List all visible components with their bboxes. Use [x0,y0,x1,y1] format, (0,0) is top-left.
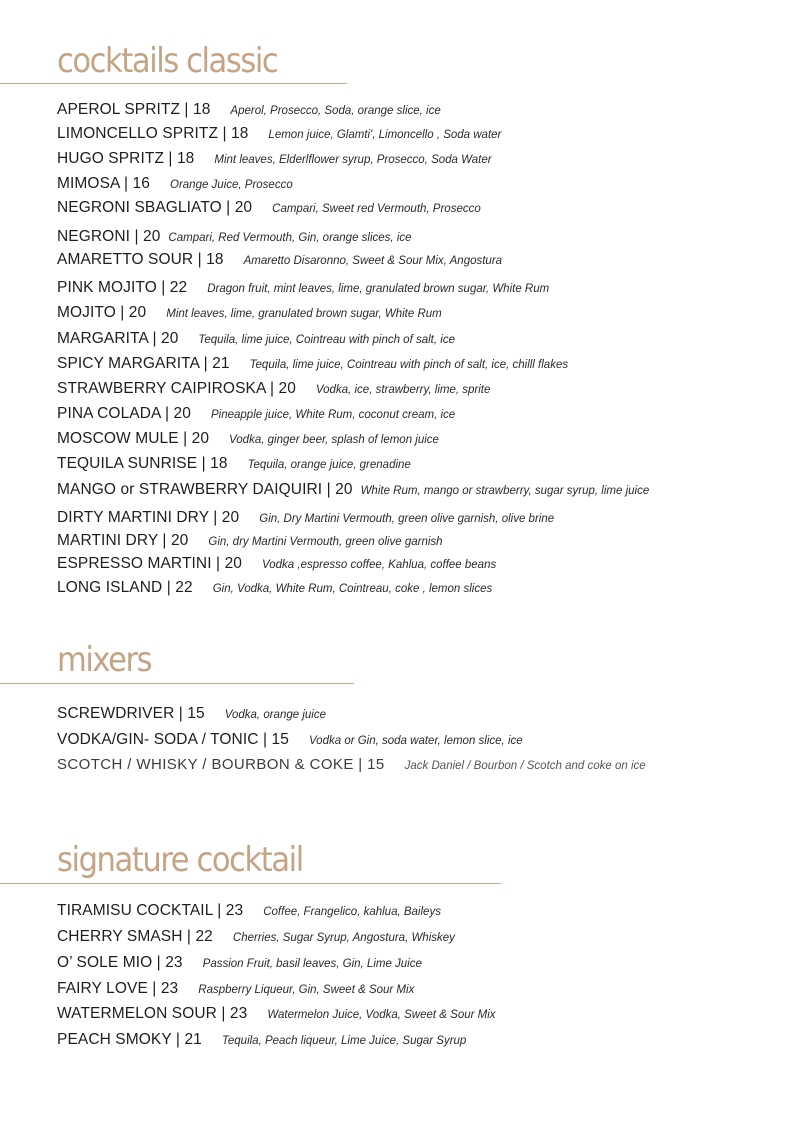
item-description: Mint leaves, lime, granulated brown sugar, White Rum [166,308,442,320]
section-title: cocktails classic [57,41,278,81]
item-description: Gin, Vodka, White Rum, Cointreau, coke , lemon slices [212,583,493,595]
item-name: TEQUILA SUNRISE | 18 [57,455,228,472]
menu-item [57,1003,496,1025]
item-name: MOSCOW MULE | 20 [57,430,210,447]
section-title: mixers [57,640,152,680]
item-name: APEROL SPRITZ | 18 [57,101,211,118]
item-name: LIMONCELLO SPRITZ | 18 [57,125,249,142]
item-name: LONG ISLAND | 22 [57,579,193,596]
item-name: AMARETTO SOUR | 18 [57,251,224,268]
menu-item [57,926,455,948]
item-name: PINA COLADA | 20 [57,405,191,422]
item-description: Campari, Red Vermouth, Gin, orange slices, ice [168,232,412,244]
item-name: SCOTCH / WHISKY / BOURBON & COKE | 15 [57,756,385,773]
item-description: Tequila, lime juice, Cointreau with pinch of salt, ice, chilll flakes [249,359,569,371]
item-description: Tequila, orange juice, grenadine [247,459,411,471]
item-name: CHERRY SMASH | 22 [57,928,213,945]
item-name: O’ SOLE MIO | 23 [57,954,183,971]
menu-item [57,952,422,974]
item-name: SCREWDRIVER | 15 [57,705,205,722]
item-description: Lemon juice, Glamti', Limoncello , Soda water [268,129,502,141]
item-description: Campari, Sweet red Vermouth, Prosecco [272,203,481,215]
item-description: Dragon fruit, mint leaves, lime, granulated brown sugar, White Rum [207,283,550,295]
item-name: WATERMELON SOUR | 23 [57,1005,248,1022]
item-description: Gin, dry Martini Vermouth, green olive garnish [208,536,443,548]
item-description: Raspberry Liqueur, Gin, Sweet & Sour Mix [198,984,415,996]
item-name: HUGO SPRITZ | 18 [57,150,195,167]
item-description: Tequila, lime juice, Cointreau with pinch of salt, ice [198,334,455,346]
item-name: MOJITO | 20 [57,304,147,321]
item-name: PEACH SMOKY | 21 [57,1031,202,1048]
item-description: Mint leaves, Elderlflower syrup, Prosecco, Soda Water [214,154,492,166]
item-description: Vodka, ginger beer, splash of lemon juice [229,434,439,446]
item-name: NEGRONI | 20 [57,228,161,245]
item-name: FAIRY LOVE | 23 [57,980,179,997]
item-description: Vodka or Gin, soda water, lemon slice, ice [308,735,523,747]
item-name: NEGRONI SBAGLIATO | 20 [57,199,253,216]
item-name: TIRAMISU COCKTAIL | 23 [57,902,244,919]
item-name: VODKA/GIN- SODA / TONIC | 15 [57,731,289,748]
menu-item [57,900,441,922]
item-description: Orange Juice, Prosecco [170,179,293,191]
item-description: Amaretto Disaronno, Sweet & Sour Mix, Angostura [243,255,503,267]
item-name: PINK MOJITO | 22 [57,279,188,296]
item-name: DIRTY MARTINI DRY | 20 [57,509,240,526]
item-description: Gin, Dry Martini Vermouth, green olive garnish, olive brine [259,513,555,525]
section-title: signature cocktail [57,840,303,880]
item-description: Vodka ,espresso coffee, Kahlua, coffee beans [262,559,497,571]
item-name: MARTINI DRY | 20 [57,532,189,549]
item-description: Cherries, Sugar Syrup, Angostura, Whiskey [232,932,455,944]
item-description: Tequila, Peach liqueur, Lime Juice, Sugar Syrup [221,1035,467,1047]
section-divider [0,883,501,884]
item-name: MIMOSA | 16 [57,175,150,192]
item-description: White Rum, mango or strawberry, sugar syrup, lime juice [360,485,650,497]
item-description: Watermelon Juice, Vodka, Sweet & Sour Mix [267,1009,496,1021]
item-description: Passion Fruit, basil leaves, Gin, Lime Juice [202,958,422,970]
item-name: STRAWBERRY CAIPIROSKA | 20 [57,380,296,397]
item-description: Pineapple juice, White Rum, coconut cream, ice [211,409,456,421]
item-description: Coffee, Frangelico, kahlua, Baileys [263,906,441,918]
item-description: Vodka, orange juice [224,709,326,721]
item-name: ESPRESSO MARTINI | 20 [57,555,243,572]
item-name: SPICY MARGARITA | 21 [57,355,230,372]
item-name: MANGO or STRAWBERRY DAIQUIRI | 20 [57,481,353,498]
menu-item [57,978,414,1000]
menu-item [57,1029,466,1051]
item-name: MARGARITA | 20 [57,330,179,347]
item-description: Aperol, Prosecco, Soda, orange slice, ice [230,105,441,117]
item-description: Vodka, ice, strawberry, lime, sprite [315,384,491,396]
item-description: Jack Daniel / Bourbon / Scotch and coke on ice [404,760,646,772]
